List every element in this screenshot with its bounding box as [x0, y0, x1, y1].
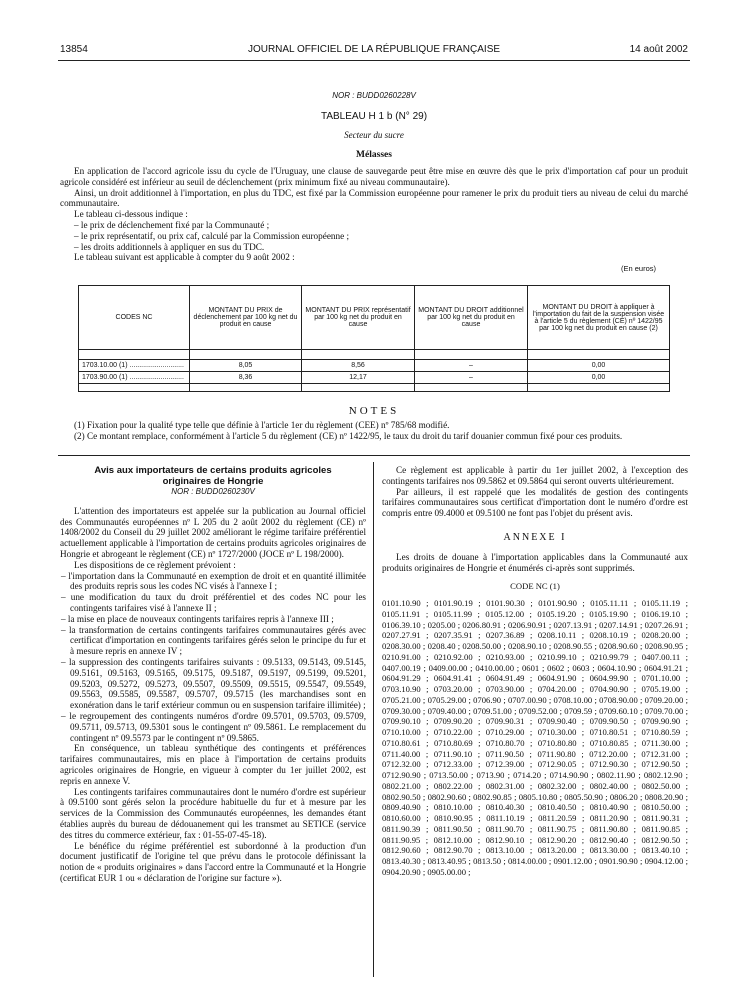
header-additional-duty: MONTANT DU DROIT additionnel par 100 kg net du produit en cause	[415, 286, 528, 350]
provision-item: – la suppression des contingents tarifaires suivants : 09.5133, 09.5143, 09.5145, 09.5161, 09.5163, 09.5165, 09.5175, 09.5187, 09.5197, 09.5199, 09.5201, 09.5203, 09.5272, 09.5273, 09.5507, 09.5509, 09.5515, 09.5547, 09.5549, 09.5563, 09.5585, 09.5587, 09.5707, 09.5715 (les marchandises sont en exonération dans le tarif extérieur commun ou en suspension tarifaire illimitée) ;	[61, 656, 366, 711]
sector-label: Secteur du sucre	[344, 130, 404, 140]
cell-representative-price: 8,56	[302, 360, 415, 372]
cell-applied-duty: 0,00	[528, 372, 670, 384]
note-item: (1) Fixation pour la qualité type telle que définie à l'article 1er du règlement (CEE) nº 785/68 modifié.	[74, 420, 450, 430]
cell-trigger-price: 8,36	[190, 372, 302, 384]
cell-code: 1703.10.00 (1) ............................	[79, 360, 190, 372]
notice-title-line: Avis aux importateurs de certains produits agricoles	[94, 465, 332, 476]
table-row	[79, 360, 670, 372]
table-spacer-row	[79, 350, 670, 360]
nor-reference-2: NOR : BUDD0260230V	[171, 487, 255, 496]
code-column-header: CODE NC (1)	[510, 581, 560, 592]
section-rule	[58, 455, 690, 456]
code-list: 0101.10.90 ; 0101.90.19 ; 0101.90.30 ; 0101.90.90 ; 0105.11.11 ; 0105.11.19 ; 0105.11.91 ; 0105.11.99 ; 0105.12.00 ; 0105.19.20 ; 0105.19.90 ; 0106.19.10 ; 0106.39.10 ; 0205.00 ; 0206.80.91 ; 0206.90.91 ; 0207.13.91 ; 0207.14.91 ; 0207.26.91 ; 0207.27.91 ; 0207.35.91 ; 0207.36.89 ; 0208.10.11 ; 0208.10.19 ; 0208.20.00 ; 0208.30.00 ; 0208.40 ; 0208.50.00 ; 0208.90.10 ; 0208.90.55 ; 0208.90.60 ; 0208.90.95 ; 0210.91.00 ; 0210.92.00 ; 0210.93.00 ; 0210.99.10 ; 0210.99.79 ; 0407.00.11 ; 0407.00.19 ; 0409.00.00 ; 0410.00.00 ; 0601 ; 0602 ; 0603 ; 0604.10.90 ; 0604.91.21 ; 0604.91.29 ; 0604.91.41 ; 0604.91.49 ; 0604.91.90 ; 0604.99.90 ; 0701.10.00 ; 0703.10.90 ; 0703.20.00 ; 0703.90.00 ; 0704.20.00 ; 0704.90.90 ; 0705.19.00 ; 0705.21.00 ; 0705.29.00 ; 0706.90 ; 0707.00.90 ; 0708.10.00 ; 0708.90.00 ; 0709.20.00 ; 0709.30.00 ; 0709.40.00 ; 0709.51.00 ; 0709.52.00 ; 0709.59 ; 0709.60.10 ; 0709.70.00 ; 0709.90.10 ; 0709.90.20 ; 0709.90.31 ; 0709.90.40 ; 0709.90.50 ; 0709.90.90 ; 0710.10.00 ; 0710.22.00 ; 0710.29.00 ; 0710.30.00 ; 0710.80.51 ; 0710.80.59 ; 0710.80.61 ; 0710.80.69 ; 0710.80.70 ; 0710.80.80 ; 0710.80.85 ; 0711.30.00 ; 0711.40.00 ; 0711.90.10 ; 0711.90.50 ; 0711.90.80 ; 0712.20.00 ; 0712.31.00 ; 0712.32.00 ; 0712.33.00 ; 0712.39.00 ; 0712.90.05 ; 0712.90.30 ; 0712.90.50 ; 0712.90.90 ; 0713.50.00 ; 0713.90 ; 0714.20 ; 0714.90.90 ; 0802.11.90 ; 0802.12.90 ; 0802.21.00 ; 0802.22.00 ; 0802.31.00 ; 0802.32.00 ; 0802.40.00 ; 0802.50.00 ; 0802.90.50 ; 0802.90.60 ; 0802.90.85 ; 0805.10.80 ; 0805.50.90 ; 0806.20 ; 0808.20.90 ; 0809.40.90 ; 0810.10.00 ; 0810.40.30 ; 0810.40.50 ; 0810.40.90 ; 0810.50.00 ; 0810.60.00 ; 0810.90.95 ; 0811.10.19 ; 0811.20.59 ; 0811.20.90 ; 0811.90.31 ; 0811.90.39 ; 0811.90.50 ; 0811.90.70 ; 0811.90.75 ; 0811.90.80 ; 0811.90.85 ; 0811.90.95 ; 0812.10.00 ; 0812.90.10 ; 0812.90.20 ; 0812.90.40 ; 0812.90.50 ; 0812.90.60 ; 0812.90.70 ; 0813.10.00 ; 0813.20.00 ; 0813.30.00 ; 0813.40.10 ; 0813.40.30 ; 0813.40.95 ; 0813.50 ; 0814.00.00 ; 0901.12.00 ; 0901.90.90 ; 0904.12.00 ; 0904.20.90 ; 0905.00.00 ;	[382, 598, 688, 877]
currency-note: (En euros)	[620, 264, 656, 273]
body-paragraph: Par ailleurs, il est rappelé que les modalités de gestion des contingents tarifaires communautaires sous certificat d'importation dont le numéro d'ordre est compris entre 09.4000 et 09.5100 ne font pas l'objet du présent avis.	[382, 486, 688, 519]
table-row	[79, 372, 670, 384]
provision-item: – le regroupement des contingents numéros d'ordre 09.5701, 09.5703, 09.5709, 09.5711, 09.5713, 09.5301 sous le contingent nº 09.5861. Le remplacement du contingent nº 09.5573 par le contingent nº 09.5865.	[61, 710, 366, 743]
body-paragraph: Les contingents tarifaires communautaires dont le numéro d'ordre est supérieur à 09.5100 sont gérés selon la procédure habituelle du fur et à mesure par les services de la Commission des Communautés européennes, les demandes étant établies auprès du bureau de dédouanement qui les transmet au SETICE (service des titres du commerce extérieur, fax : 01-55-07-45-18).	[60, 786, 366, 840]
journal-title: JOURNAL OFFICIEL DE LA RÉPUBLIQUE FRANÇAISE	[247, 44, 501, 55]
notes	[60, 420, 688, 442]
right-column	[382, 465, 688, 878]
cell-code: 1703.90.00 (1) ............................	[79, 372, 190, 384]
cell-trigger-price: 8,05	[190, 360, 302, 372]
header-applied-duty: MONTANT DU DROIT à appliquer à l'importation du fait de la suspension visée à l'article 5 du règlement (CE) nº 1422/95 par 100 kg net du produit en cause (2)	[528, 286, 670, 350]
column-separator	[373, 462, 374, 977]
header-rule	[58, 60, 690, 61]
page-number: 13854	[60, 44, 88, 55]
intro-paragraph: Ainsi, un droit additionnel à l'importation, en plus du TDC, est fixé par la Commission européenne pour ramener le prix du produit tiers au niveau de celui du marché communautaire.	[60, 187, 688, 209]
left-column	[60, 465, 366, 884]
header-codes-nc: CODES NC	[79, 286, 190, 350]
cell-additional-duty: –	[415, 360, 528, 372]
notes-title: NOTES	[348, 405, 400, 417]
intro-paragraph: En application de l'accord agricole issu du cycle de l'Uruguay, une clause de sauvegarde peut être mise en œuvre dès que le prix d'importation caf pour un produit agricole considéré est inférieur au seuil de déclenchement (prix minimum fixé au niveau communautaire).	[60, 166, 688, 187]
provision-item: – la transformation de certains contingents tarifaires communautaires gérés avec certificat d'importation en contingents tarifaires gérés selon le principe du fur et à mesure repris en annexe IV ;	[61, 624, 366, 657]
cell-additional-duty: –	[415, 372, 528, 384]
provision-item: – une modification du taux du droit préférentiel et des codes NC pour les contingents tarifaires visé à l'annexe II ;	[61, 592, 366, 613]
table-title: TABLEAU H 1 b (N° 29)	[320, 111, 428, 122]
header-trigger-price: MONTANT DU PRIX de déclenchement par 100 kg net du produit en cause	[190, 286, 302, 350]
body-paragraph: En conséquence, un tableau synthétique des contingents et préférences tarifaires communautaires, mis en place à l'importation de certains produits agricoles originaires de Hongrie, en vigueur à compter du 1er juillet 2002, est repris en annexe V.	[60, 743, 366, 786]
note-item: (2) Ce montant remplace, conformément à l'article 5 du règlement (CE) nº 1422/95, le taux du droit du tarif douanier commun fixé pour ces produits.	[74, 430, 623, 441]
body-paragraph: Le bénéfice du régime préférentiel est subordonné à la production d'un document justificatif de l'origine tel que prévu dans le protocole définissant la notion de « produits originaires » dans l'accord entre la Communauté et la Hongrie (certificat EUR 1 ou « déclaration de l'origine sur facture »).	[60, 840, 366, 883]
cell-representative-price: 12,17	[302, 372, 415, 384]
notice-title-line: originaires de Hongrie	[162, 476, 264, 487]
notice-title	[60, 465, 366, 487]
annex-intro: Les droits de douane à l'importation applicables dans la Communauté aux produits originaires de Hongrie et énumérés ci-après sont supprimés.	[382, 551, 688, 573]
table-spacer-row	[79, 384, 670, 392]
product-label: Mélasses	[356, 150, 392, 160]
intro-paragraph: Le tableau suivant est applicable à compter du 9 août 2002 :	[74, 252, 295, 263]
provision-item: – l'importation dans la Communauté en exemption de droit et en quantité illimitée des produits repris sous les codes NC visés à l'annexe I ;	[61, 570, 366, 592]
cell-applied-duty: 0,00	[528, 360, 670, 372]
page-header	[60, 44, 688, 58]
annex-title: ANNEXE I	[503, 531, 567, 543]
publication-date: 14 août 2002	[629, 44, 688, 55]
intro-text	[60, 166, 688, 263]
price-table	[78, 285, 670, 392]
intro-list-item: – les droits additionnels à appliquer en sus du TDC.	[74, 241, 265, 252]
nor-reference-1: NOR : BUDD0260228V	[332, 91, 416, 100]
provision-item: – la mise en place de nouveaux contingents tarifaires repris à l'annexe III ;	[61, 613, 334, 624]
intro-list-item: – le prix représentatif, ou prix caf, calculé par la Commission européenne ;	[74, 230, 350, 241]
body-paragraph: Les dispositions de ce règlement prévoient :	[74, 559, 236, 570]
header-representative-price: MONTANT DU PRIX représentatif par 100 kg net du produit en cause	[302, 286, 415, 350]
body-paragraph: L'attention des importateurs est appelée sur la publication au Journal officiel des Communautés européennes nº L 205 du 2 août 2002 du règlement (CE) nº 1408/2002 du Conseil du 29 juillet 2002 améliorant le régime tarifaire préférentiel actuellement applicable à l'importation de certains produits agricoles originaires de Hongrie et abrogeant le règlement (CE) nº 1727/2000 (JOCE nº L 198/2000).	[60, 505, 366, 559]
body-paragraph: Ce règlement est applicable à partir du 1er juillet 2002, à l'exception des contingents tarifaires nos 09.5862 et 09.5864 qui seront ouverts ultérieurement.	[382, 465, 688, 486]
intro-list-item: – le prix de déclenchement fixé par la Communauté ;	[74, 219, 270, 230]
intro-paragraph: Le tableau ci-dessous indique :	[74, 209, 188, 220]
table-header-row	[79, 286, 670, 350]
